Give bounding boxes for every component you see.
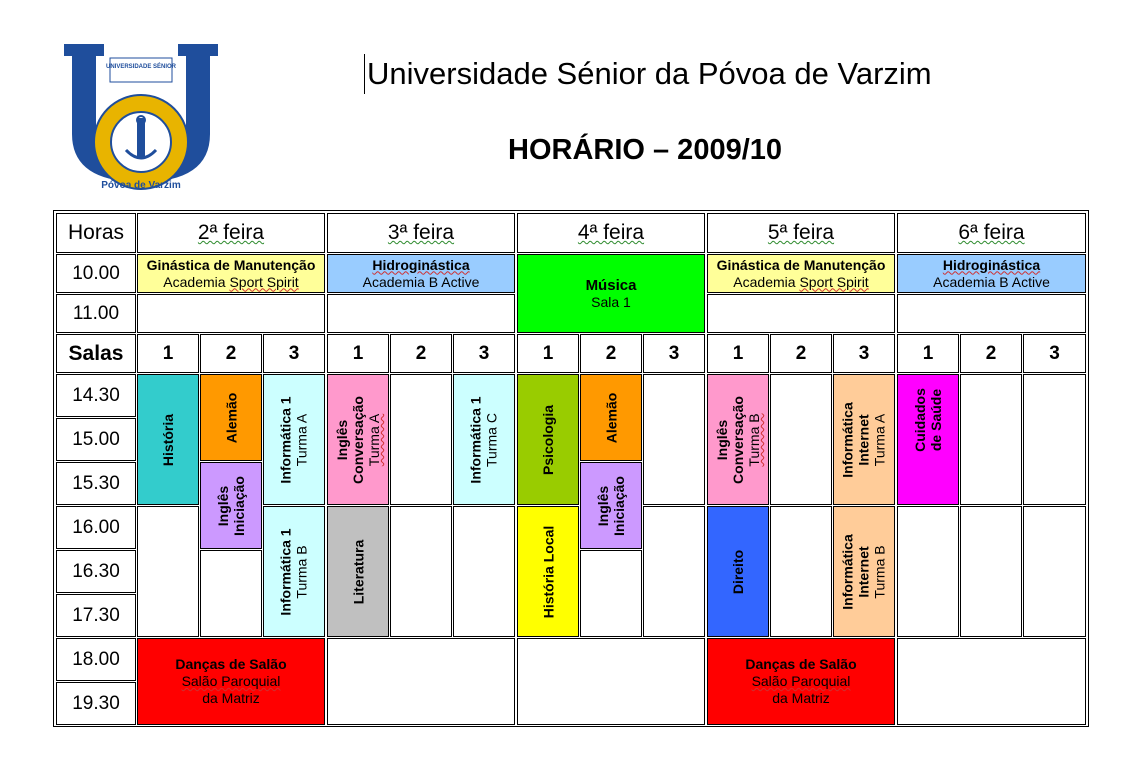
time-cell: 10.00 [56,254,136,293]
activity-name: Inglês [714,419,730,460]
empty-cell [897,506,959,637]
activity-name: Direito [730,549,746,594]
activity-name: Inglês [214,485,231,526]
horas-label: Horas [67,221,125,244]
time-cell: 16.00 [56,506,136,549]
activity-turma: Turma A [366,413,382,466]
time-cell: 15.00 [56,418,136,461]
day-header-thu [707,213,895,253]
day-label: 6ª feira [958,221,1025,244]
empty-cell [960,374,1022,505]
day-label: 5ª feira [767,221,835,244]
room-number: 1 [517,334,579,373]
page-subtitle: HORÁRIO – 2009/10 [508,134,783,166]
room-number: 3 [833,334,895,373]
empty-cell [1023,506,1086,637]
room-number: 2 [390,334,452,373]
room-number: 2 [580,334,642,373]
activity-name: Alemão [602,392,619,443]
activity-musica-wed [517,254,705,333]
activity-turma: Turma A [872,413,888,466]
activity-place [163,274,298,291]
room-number: 1 [897,334,959,373]
activity-place: Academia B Active [362,273,480,290]
room-number: 2 [200,334,262,373]
empty-cell [327,294,515,333]
room-number: 2 [960,334,1022,373]
university-logo [60,42,224,194]
empty-cell [960,506,1022,637]
room-number: 1 [137,334,199,373]
day-header-wed [517,213,705,253]
activity-name: Informática 1 [278,395,295,484]
activity-literatura [327,506,389,637]
day-label: 2ª feira [197,221,265,244]
activity-name: Informática [840,401,856,478]
activity-name: Internet [856,545,872,598]
day-header-mon [137,213,325,253]
activity-name: Ginástica de Manutenção [146,256,316,273]
activity-name: Iniciação [610,475,627,536]
activity-informatica-1-turma-c [453,374,515,505]
empty-cell [137,294,325,333]
time-cell: 18.00 [56,638,136,681]
room-number: 1 [707,334,769,373]
activity-ingles-iniciacao-wed [580,462,642,549]
empty-cell [327,638,515,725]
activity-name: Inglês [334,419,350,460]
time-cell: 11.00 [56,294,136,333]
activity-name: Psicologia [540,404,556,475]
activity-place: da Matriz [202,690,260,706]
activity-place: Salão Paroquial [181,673,281,689]
activity-name: de Saúde [928,388,944,451]
empty-cell [707,294,895,333]
empty-cell [390,374,452,505]
activity-name: Internet [856,413,872,466]
activity-name: Música [585,276,637,294]
schedule-table [53,210,1089,727]
activity-name: Danças de Salão [175,656,287,672]
day-header-fri [897,213,1086,253]
activity-ingles-conversacao-turma-b [707,374,769,505]
page-title: Universidade Sénior da Póvoa de Varzim [364,54,932,94]
activity-name: Inglês [594,485,611,526]
empty-cell [453,506,515,637]
room-number: 3 [1023,334,1086,373]
activity-place: Sala 1 [591,293,631,310]
salas-header: Salas [56,334,136,373]
activity-turma: Turma A [294,413,311,466]
activity-cuidados-de-saude [897,374,959,505]
activity-name: Informática [840,533,856,610]
empty-cell [770,506,832,637]
activity-turma: Turma C [484,412,501,467]
empty-cell [897,638,1086,725]
logo-text-bottom: Póvoa de Varzim [101,180,181,191]
time-cell: 14.30 [56,374,136,417]
room-number: 2 [770,334,832,373]
place-part: Sport Spirit [229,273,299,290]
activity-informatica-1-turma-b [263,506,325,637]
activity-name: Iniciação [230,475,247,536]
activity-name: Cuidados [912,387,928,452]
activity-direito [707,506,769,637]
activity-ginastica-mon [137,254,325,293]
activity-name: História Local [540,525,556,618]
empty-cell [390,506,452,637]
activity-turma: Turma B [872,544,888,599]
time-cell: 17.30 [56,594,136,637]
activity-dancas-de-salao-thu [707,638,895,725]
activity-ingles-conversacao-turma-a [327,374,389,505]
room-number: 1 [327,334,389,373]
horas-header [56,213,136,253]
empty-cell [137,506,199,637]
activity-name: Conversação [350,395,366,484]
time-cell: 16.30 [56,550,136,593]
empty-cell [580,550,642,637]
activity-name: Conversação [730,395,746,484]
activity-turma: Turma B [746,412,762,467]
place-part: Academia [163,273,230,290]
logo-text-top: UNIVERSIDADE SÉNIOR [105,64,177,70]
room-number: 3 [643,334,705,373]
place-part: Sport Spirit [799,273,869,290]
activity-informatica-1-turma-a [263,374,325,505]
empty-cell [897,294,1086,333]
activity-dancas-de-salao-mon [137,638,325,725]
activity-ingles-iniciacao-mon [200,462,262,549]
activity-psicologia [517,374,579,505]
empty-cell [1023,374,1086,505]
room-number: 3 [263,334,325,373]
activity-turma: Turma B [294,544,311,599]
activity-name: Hidroginástica [942,256,1041,273]
empty-cell [517,638,705,725]
room-number: 3 [453,334,515,373]
activity-name: Informática 1 [278,527,295,616]
activity-place: da Matriz [772,690,830,706]
activity-place [733,274,868,291]
activity-alemao-mon [200,374,262,461]
empty-cell [643,506,705,637]
activity-informatica-internet-turma-b [833,506,895,637]
empty-cell [643,374,705,505]
place-part: Academia [733,273,800,290]
activity-historia-local [517,506,579,637]
day-label: 3ª feira [387,221,455,244]
activity-name: Ginástica de Manutenção [716,256,886,273]
time-cell: 15.30 [56,462,136,505]
activity-historia [137,374,199,505]
activity-name: Informática 1 [468,395,485,484]
activity-name: Alemão [222,392,239,443]
time-cell: 19.30 [56,682,136,725]
day-header-tue [327,213,515,253]
activity-place: Salão Paroquial [751,673,851,689]
activity-place: Academia B Active [933,273,1050,290]
activity-name: Hidroginástica [372,256,470,273]
day-label: 4ª feira [577,221,645,244]
empty-cell [770,374,832,505]
empty-cell [200,550,262,637]
activity-ginastica-thu [707,254,895,293]
activity-hidroginastica-fri [897,254,1086,293]
activity-name: Literatura [350,539,367,604]
activity-name: História [160,413,176,466]
activity-name: Danças de Salão [745,656,857,672]
activity-hidroginastica-tue [327,254,515,293]
activity-alemao-wed [580,374,642,461]
activity-informatica-internet-turma-a [833,374,895,505]
